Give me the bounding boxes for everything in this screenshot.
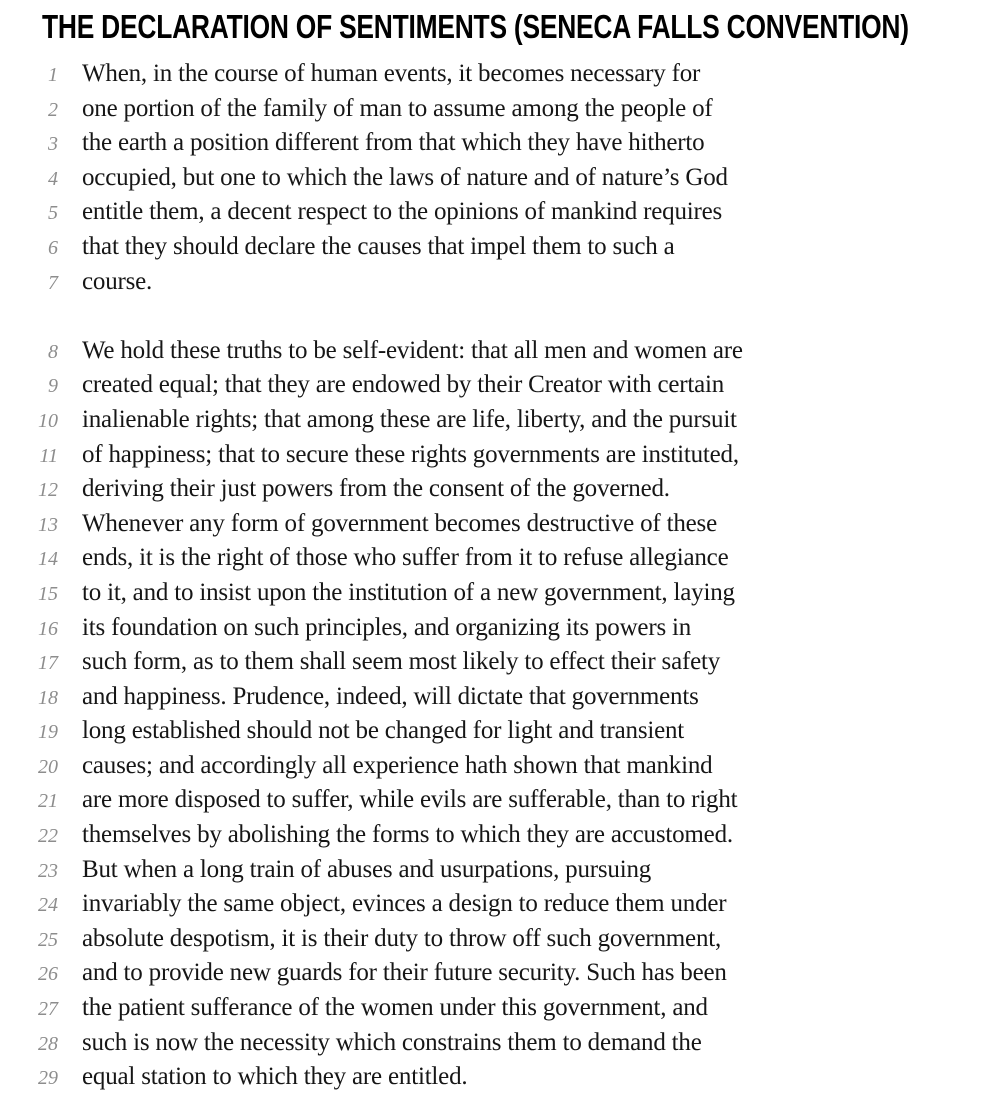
line-text: such is now the necessity which constrains them to demand the — [82, 1028, 702, 1056]
text-line — [0, 472, 988, 507]
line-text: that they should declare the causes that impel them to such a — [82, 232, 675, 260]
line-number: 3 — [48, 133, 58, 156]
text-line — [0, 611, 988, 646]
document-body — [0, 57, 988, 1095]
line-text: created equal; that they are endowed by their Creator with certain — [82, 371, 725, 399]
text-line — [0, 576, 988, 611]
line-number: 4 — [48, 167, 58, 190]
text-line — [0, 334, 988, 369]
line-number: 18 — [38, 686, 58, 709]
text-line — [0, 57, 988, 92]
line-number: 13 — [38, 513, 58, 536]
line-text: inalienable rights; that among these are life, liberty, and the pursuit — [82, 405, 737, 433]
text-line — [0, 922, 988, 957]
line-text: one portion of the family of man to assume among the people of — [82, 94, 713, 122]
text-line — [0, 265, 988, 300]
line-number: 21 — [38, 790, 58, 813]
text-line — [0, 783, 988, 818]
line-number: 9 — [48, 375, 58, 398]
line-text: its foundation on such principles, and organizing its powers in — [82, 613, 692, 641]
line-number: 24 — [38, 894, 58, 917]
line-text: course. — [82, 267, 153, 295]
text-line — [0, 818, 988, 853]
line-number: 10 — [38, 409, 58, 432]
line-text: occupied, but one to which the laws of nature and of nature’s God — [82, 163, 728, 191]
line-number: 2 — [48, 98, 58, 121]
line-text: and happiness. Prudence, indeed, will dictate that governments — [82, 682, 699, 710]
line-text: ends, it is the right of those who suffer from it to refuse allegiance — [82, 544, 729, 572]
text-line — [0, 195, 988, 230]
line-text: themselves by abolishing the forms to which they are accustomed. — [82, 821, 733, 849]
line-number: 5 — [48, 202, 58, 225]
text-line — [0, 749, 988, 784]
text-line — [0, 230, 988, 265]
text-line — [0, 92, 988, 127]
page-title — [0, 0, 988, 47]
text-line — [0, 1060, 988, 1095]
line-number: 6 — [48, 236, 58, 259]
text-line — [0, 507, 988, 542]
line-text: the earth a position different from that which they have hitherto — [82, 129, 705, 157]
paragraph — [0, 334, 988, 1095]
text-line — [0, 714, 988, 749]
line-number: 26 — [38, 963, 58, 986]
text-line — [0, 680, 988, 715]
line-number: 15 — [38, 582, 58, 605]
line-number: 29 — [38, 1067, 58, 1090]
text-line — [0, 368, 988, 403]
line-text: deriving their just powers from the consent of the governed. — [82, 475, 670, 503]
line-number: 17 — [38, 652, 58, 675]
text-line — [0, 1026, 988, 1061]
line-text: Whenever any form of government becomes destructive of these — [82, 509, 717, 537]
line-text: are more disposed to suffer, while evils are sufferable, than to right — [82, 786, 738, 814]
line-number: 20 — [38, 755, 58, 778]
text-line — [0, 956, 988, 991]
text-line — [0, 438, 988, 473]
line-number: 25 — [38, 928, 58, 951]
line-number: 16 — [38, 617, 58, 640]
line-text: invariably the same object, evinces a design to reduce them under — [82, 890, 727, 918]
line-text: of happiness; that to secure these rights governments are instituted, — [82, 440, 739, 468]
line-text: absolute despotism, it is their duty to throw off such government, — [82, 924, 722, 952]
line-number: 27 — [38, 998, 58, 1021]
line-number: 28 — [38, 1032, 58, 1055]
line-number: 19 — [38, 721, 58, 744]
line-number: 1 — [48, 64, 58, 86]
text-line — [0, 887, 988, 922]
line-number: 14 — [38, 548, 58, 571]
line-number: 23 — [38, 859, 58, 882]
line-text: But when a long train of abuses and usurpations, pursuing — [82, 855, 652, 883]
text-line — [0, 403, 988, 438]
line-text: When, in the course of human events, it becomes necessary for — [82, 60, 701, 87]
line-number: 22 — [38, 825, 58, 848]
line-number: 12 — [38, 479, 58, 502]
line-text: and to provide new guards for their future security. Such has been — [82, 959, 727, 987]
text-line — [0, 126, 988, 161]
line-text: the patient sufferance of the women under this government, and — [82, 994, 708, 1022]
line-number: 11 — [39, 444, 58, 467]
line-text: We hold these truths to be self-evident: that all men and women are — [82, 336, 743, 364]
text-line — [0, 161, 988, 196]
text-line — [0, 853, 988, 888]
line-text: to it, and to insist upon the institution of a new government, laying — [82, 578, 735, 606]
line-number: 8 — [48, 340, 58, 363]
line-text: such form, as to them shall seem most likely to effect their safety — [82, 648, 721, 676]
line-text: equal station to which they are entitled. — [82, 1063, 468, 1091]
line-text: entitle them, a decent respect to the opinions of mankind requires — [82, 198, 723, 226]
paragraph — [0, 57, 988, 299]
line-text: long established should not be changed for light and transient — [82, 717, 685, 745]
page-title-text: THE DECLARATION OF SENTIMENTS (SENECA FALLS CONVENTION) — [42, 8, 909, 45]
text-line — [0, 541, 988, 576]
line-text: causes; and accordingly all experience hath shown that mankind — [82, 751, 713, 779]
text-line — [0, 991, 988, 1026]
line-number: 7 — [48, 271, 58, 294]
text-line — [0, 645, 988, 680]
